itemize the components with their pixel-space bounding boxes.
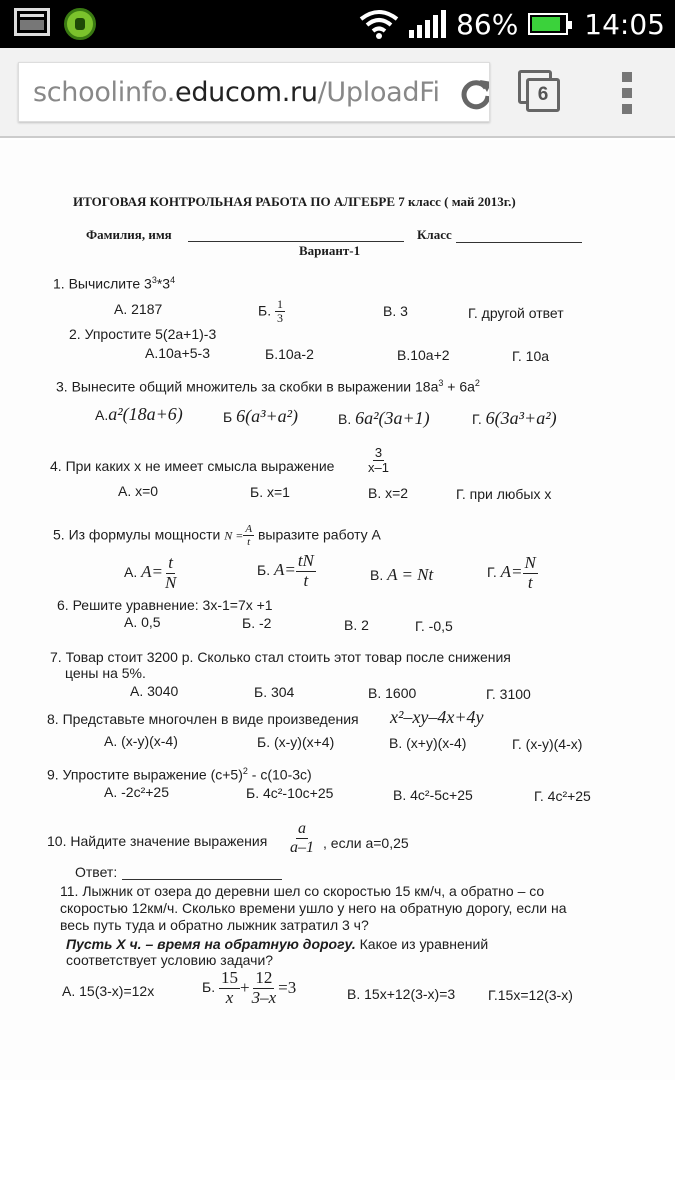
q8-text: 8. Представьте многочлен в виде произведения: [47, 711, 359, 727]
q10-answer-label: Ответ:: [75, 864, 118, 880]
q8-option-d: Г. (x-y)(4-x): [512, 736, 583, 752]
q3-d-label: Г.: [472, 411, 482, 427]
q11-line5: соответствует условию задачи?: [66, 952, 274, 968]
class-label: Класс: [417, 227, 452, 242]
tab-switcher-button[interactable]: [518, 70, 562, 114]
q11-line2: скоростью 12км/ч. Сколько времени ушло у него на обратную дорогу, если на: [60, 900, 567, 916]
q11-line3: весь путь туда и обратно лыжник затратил 3 ч?: [60, 917, 369, 933]
q5-option-a: [124, 554, 178, 592]
q1-text: [53, 275, 175, 292]
q6-text: 6. Решите уравнение: 3х-1=7х +1: [57, 597, 273, 613]
q7-text-line2: цены на 5%.: [65, 665, 146, 681]
q11-b-d2: 3–x: [251, 987, 277, 1007]
q5-d-den: t: [527, 572, 533, 592]
q11-option-d: Г.15х=12(3-х): [488, 987, 573, 1003]
q3-exp2: 2: [474, 378, 480, 388]
q11-line1: 11. Лыжник от озера до деревни шел со скоростью 15 км/ч, а обратно – со: [60, 883, 545, 899]
q1-prompt: Вычислите 3: [68, 275, 152, 292]
q11-option-a: А. 15(3-х)=12х: [62, 983, 155, 999]
q2-text: 2. Упростите 5(2a+1)-3: [69, 326, 217, 342]
q7-option-c: В. 1600: [368, 685, 417, 701]
url-suffix: /UploadFi: [317, 77, 440, 108]
q11-b-n1: 15: [220, 968, 238, 987]
q3-d-expr: 6(3a³+a²): [485, 408, 557, 428]
browser-toolbar: [0, 48, 675, 138]
wifi-icon: [359, 9, 399, 39]
q4-option-a: А. х=0: [118, 483, 159, 499]
q3-text: [56, 378, 480, 395]
q9-text: [47, 766, 312, 783]
q8-expression: x²–xy–4x+4y: [390, 707, 484, 727]
q8-option-b: Б. (x-y)(x+4): [257, 734, 335, 750]
q4-text: 4. При каких х не имеет смысла выражение: [50, 458, 335, 474]
q4-frac-num: 3: [374, 445, 383, 460]
antivirus-notification-icon: [64, 8, 96, 40]
q6-option-d: Г. -0,5: [415, 618, 453, 634]
q8-option-c: В. (x+y)(x-4): [389, 735, 467, 751]
q9-option-d: Г. 4c²+25: [534, 788, 591, 804]
q3-option-b: [223, 406, 298, 427]
q5-a-label: А.: [124, 563, 138, 580]
q1-star: *3: [156, 275, 171, 292]
q9-prompt: 9. Упростите выражение (c+5): [47, 766, 243, 783]
reload-icon[interactable]: [459, 76, 490, 110]
q7-option-d: Г. 3100: [486, 686, 531, 702]
q3-b-label: Б: [223, 409, 233, 425]
q1-exp1: 3: [151, 275, 157, 285]
q4-option-d: Г. при любых х: [456, 486, 552, 502]
q7-text-line1: 7. Товар стоит 3200 р. Сколько стал стоить этот товар после снижения: [50, 649, 511, 665]
document-page: [0, 140, 675, 1200]
q11-option-b: Б. $\frac{15}{x}$ + $\frac{12}{3-x}$ =3: [202, 968, 297, 1007]
q11-b-n2: 12: [255, 968, 273, 987]
battery-percent: 86%: [456, 7, 519, 41]
q1-option-c: В. 3: [383, 303, 408, 319]
status-bar: [0, 0, 675, 48]
q3-a-label: А.: [95, 407, 109, 423]
name-label: Фамилия, имя: [86, 227, 172, 242]
clock: 14:05: [584, 7, 665, 41]
q11-assumption: Пусть Х ч. – время на обратную дорогу.: [66, 936, 356, 952]
q6-option-c: В. 2: [344, 617, 369, 633]
q1-option-d: Г. другой ответ: [468, 305, 564, 321]
q5-prompt: 5. Из формулы мощности: [53, 526, 221, 543]
q10-num: a: [298, 820, 306, 837]
q1-option-b: [258, 298, 285, 325]
q4-option-c: В. х=2: [368, 485, 409, 501]
q5-d-num: N: [524, 553, 536, 572]
q2-option-d: Г. 10a: [512, 348, 550, 364]
q5-b-label: Б.: [257, 561, 271, 578]
q10-den: a–1: [290, 838, 314, 856]
variant-label: Вариант-1: [299, 243, 361, 258]
url-host: educom.ru: [175, 77, 318, 108]
q5-a-num: t: [168, 553, 174, 572]
tab-count: 6: [526, 78, 560, 112]
q2-option-b: Б.10a-2: [265, 346, 314, 362]
doc-title: ИТОГОВАЯ КОНТРОЛЬНАЯ РАБОТА ПО АЛГЕБРЕ 7 класс ( май 2013г.): [73, 194, 516, 209]
q7-option-a: А. 3040: [130, 683, 179, 699]
q11-b-label: Б.: [202, 978, 216, 995]
q3-option-c: [338, 408, 430, 429]
q11-b-d1: x: [225, 987, 234, 1007]
q3-prompt: 3. Вынесите общий множитель за скобки в выражении 18a: [56, 378, 439, 395]
q3-c-expr: 6a²(3a+1): [355, 408, 430, 428]
q2-option-c: В.10a+2: [397, 347, 450, 363]
q10-answer-blank: [122, 879, 282, 880]
q3-a-expr: a²(18a+6): [108, 404, 183, 424]
q3-exp1: 3: [438, 378, 444, 388]
q1-exp2: 4: [170, 275, 176, 285]
q5-d-label: Г.: [487, 563, 497, 580]
q4-fraction: [366, 446, 391, 476]
q5-option-b: [257, 552, 316, 590]
q8-option-a: А. (x-y)(x-4): [104, 733, 178, 749]
q11-line4-rest: Какое из уравнений: [355, 936, 489, 952]
url-bar[interactable]: [18, 62, 490, 122]
q1-b-label: Б.: [258, 302, 272, 319]
name-blank: [188, 241, 404, 242]
q11-line4: [66, 936, 488, 952]
q1-b-num: 1: [276, 297, 283, 311]
q6-option-a: А. 0,5: [124, 614, 161, 630]
q9-option-c: В. 4c²-5c+25: [393, 787, 473, 803]
q1-b-den: 3: [276, 311, 283, 326]
q5-a-den: N: [164, 572, 177, 592]
q3-option-d: [472, 408, 557, 429]
q9-option-b: Б. 4c²-10c+25: [246, 785, 334, 801]
q6-option-b: Б. -2: [242, 615, 272, 631]
q10-condition: , если а=0,25: [323, 835, 409, 851]
q5-d-lhs: A=: [500, 561, 523, 581]
q1-option-a: А. 2187: [114, 301, 163, 317]
battery-icon: [528, 13, 568, 35]
q3-b-expr: 6(a³+a²): [236, 406, 299, 426]
q5-b-num: tN: [297, 551, 314, 570]
q11-b-eq: =3: [278, 978, 297, 998]
q9-exp: 2: [242, 766, 248, 776]
q5-b-lhs: A=: [273, 559, 296, 579]
signal-strength-icon: [409, 10, 446, 38]
q9-option-a: А. -2c²+25: [104, 784, 169, 800]
q5-formula-lhs: N =: [224, 528, 244, 543]
q10-fraction: [288, 820, 316, 856]
q4-option-b: Б. х=1: [250, 484, 290, 500]
q5-text: [53, 523, 381, 548]
q9-prompt-2: - c(10-3c): [247, 766, 312, 783]
q5-prompt-2: выразите работу А: [257, 526, 381, 543]
q3-mid: + 6a: [443, 378, 475, 395]
class-blank: [456, 242, 582, 243]
q2-option-a: А.10a+5-3: [145, 345, 210, 361]
q5-a-lhs: A=: [141, 561, 163, 581]
q3-option-a: [95, 404, 183, 425]
q5-c-expr: A = Nt: [387, 565, 434, 584]
url-text[interactable]: [33, 77, 440, 108]
overflow-menu-icon[interactable]: [622, 72, 634, 114]
q1-num: 1.: [53, 275, 65, 292]
q3-c-label: В.: [338, 411, 352, 427]
q10-text: 10. Найдите значение выражения: [47, 833, 268, 849]
q5-formula-num: A: [245, 523, 253, 535]
gallery-notification-icon: [14, 8, 50, 36]
battery-level-fill: [532, 17, 560, 31]
q5-option-d: [487, 554, 538, 592]
q4-frac-den: x–1: [368, 460, 389, 476]
q11-option-c: В. 15х+12(3-х)=3: [347, 986, 456, 1002]
q5-option-c: [370, 565, 433, 585]
q5-b-den: t: [303, 570, 309, 590]
q5-c-label: В.: [370, 567, 384, 583]
q5-formula-den: t: [247, 536, 251, 549]
page-bottom-margin: [0, 1080, 675, 1200]
q7-option-b: Б. 304: [254, 684, 295, 700]
url-prefix: schoolinfo.: [33, 77, 176, 108]
